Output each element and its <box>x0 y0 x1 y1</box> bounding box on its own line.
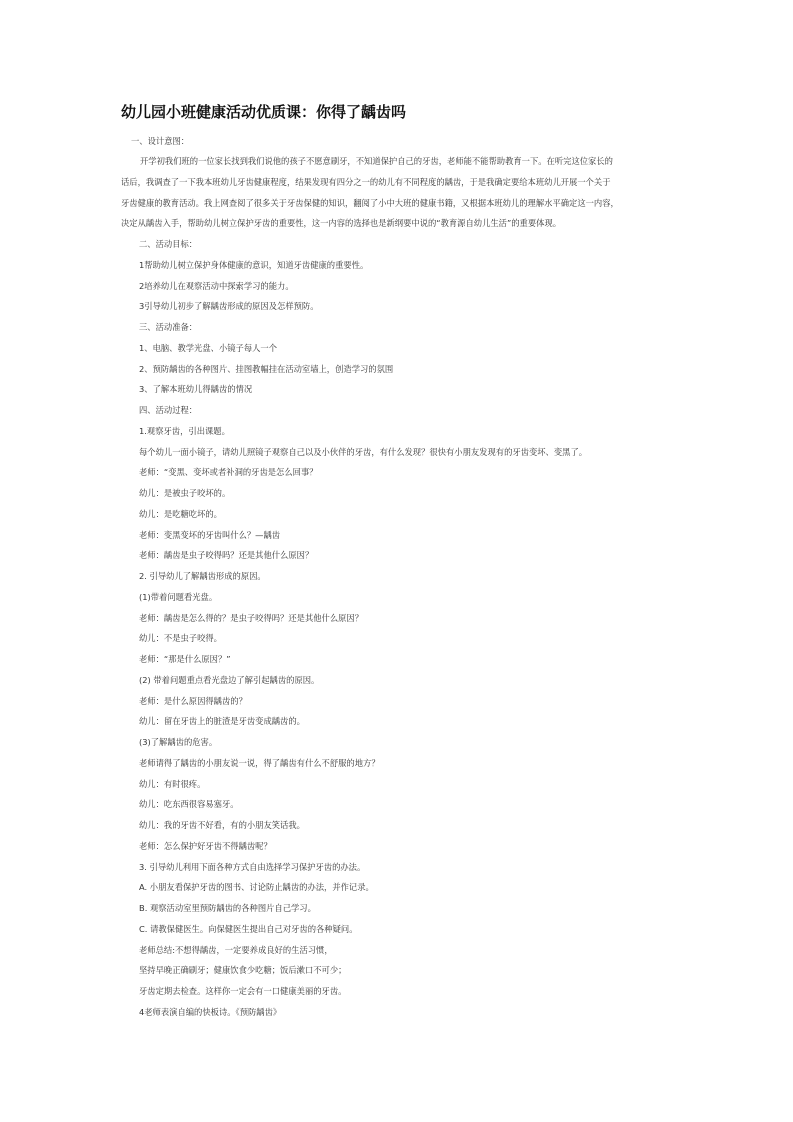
body-line: B. 观察活动室里预防龋齿的各种图片自己学习。 <box>139 903 316 913</box>
intro-line: 决定从龋齿入手，帮助幼儿树立保护牙齿的重要性，这一内容的选择也是新纲要中说的“教育源自幼儿生活”的重要体现。 <box>121 218 562 228</box>
body-line: (3)了解龋齿的危害。 <box>139 737 218 747</box>
body-line: (2) 带着问题重点看光盘边了解引起龋齿的原因。 <box>139 674 320 685</box>
body-line: 老师：龋齿是怎么得的？是虫子咬得吗？还是其他什么原因？ <box>139 612 364 623</box>
intro-line: 话后，我调查了一下我本班幼儿牙齿健康程度，结果发现有四分之一的幼儿有不同程度的龋齿，于是我确定要给本班幼儿开展一个关于 <box>121 177 611 187</box>
intro-line: 牙齿健康的教育活动。我上网查阅了很多关于牙齿保健的知识，翻阅了小中大班的健康书籍，又根据本班幼儿的理解水平确定这一内容， <box>121 198 619 208</box>
body-line: 二、活动目标： <box>139 239 198 249</box>
body-line: 幼儿：有时很疼。 <box>139 778 206 789</box>
body-line: A. 小朋友看保护牙齿的图书、讨论防止龋齿的办法，并作记录。 <box>139 882 374 893</box>
body-line: 幼儿：留在牙齿上的脏渣是牙齿变成龋齿的。 <box>139 716 305 727</box>
body-line: 2、预防龋齿的各种图片、挂图教幅挂在活动室墙上，创造学习的氛围 <box>139 363 394 374</box>
body-line: 每个幼儿一面小镜子，请幼儿照镜子观察自己以及小伙伴的牙齿，有什么发现？很快有小朋友发现有的牙齿变坏、变黑了。 <box>139 446 588 457</box>
body-line: 1、电脑、教学光盘、小镜子每人一个 <box>139 342 278 353</box>
body-line: 幼儿：不是虫子咬得。 <box>139 633 222 644</box>
body-line: 老师：怎么保护好牙齿不得龋齿呢？ <box>139 840 272 851</box>
section-heading-design-intent: 一、设计意图： <box>131 136 190 146</box>
body-line: 老师：变黑变坏的牙齿叫什么？—龋齿 <box>139 529 281 540</box>
document-title: 幼儿园小班健康活动优质课：你得了龋齿吗 <box>121 103 407 121</box>
body-line: 幼儿：是被虫子咬坏的。 <box>139 488 231 498</box>
body-line: 幼儿：是吃糖吃坏的。 <box>139 508 222 519</box>
body-line: 老师请得了龋齿的小朋友说一说，得了龋齿有什么不舒服的地方？ <box>139 757 380 768</box>
body-line: 老师：“变黑、变坏或者补洞的牙齿是怎么回事？ <box>139 467 318 478</box>
body-line: 牙齿定期去检查。这样你一定会有一口健康美丽的牙齿。 <box>139 986 347 996</box>
body-line: 1.观察牙齿，引出课题。 <box>139 425 230 436</box>
body-line: 三、活动准备： <box>139 322 198 332</box>
body-line: C. 请教保健医生。向保健医生提出自己对牙齿的各种疑问。 <box>139 923 358 934</box>
body-line: 1帮助幼儿树立保护身体健康的意识，知道牙齿健康的重要性。 <box>139 259 369 270</box>
body-line: 4老师表演自编的快板诗。《预防龋齿》 <box>139 1006 282 1017</box>
body-line: 2培养幼儿在观察活动中探索学习的能力。 <box>139 280 294 291</box>
body-line: 3、了解本班幼儿得龋齿的情况 <box>139 384 253 395</box>
body-line: 幼儿：吃东西很容易塞牙。 <box>139 799 239 810</box>
body-line: 老师：是什么原因得龋齿的？ <box>139 695 247 706</box>
body-line: 坚持早晚正确刷牙；健康饮食少吃糖；饭后漱口不可少； <box>139 965 347 976</box>
body-line: 3引导幼儿初步了解龋齿形成的原因及怎样预防。 <box>139 301 319 312</box>
body-line: 幼儿：我的牙齿不好看，有的小朋友笑话我。 <box>139 820 305 830</box>
body-line: 老师总结:不想得龋齿，一定要养成良好的生活习惯， <box>139 944 333 955</box>
body-line: 老师：“那是什么原因？” <box>139 654 231 664</box>
body-line: 3. 引导幼儿利用下面各种方式自由选择学习保护牙齿的办法。 <box>139 861 366 872</box>
body-line: (1)带着问题看光盘。 <box>139 591 218 602</box>
body-line: 四、活动过程： <box>139 405 198 415</box>
intro-line: 开学初我们班的一位家长找到我们说他的孩子不愿意刷牙，不知道保护自己的牙齿，老师能不能帮助教育一下。在听完这位家长的 <box>140 156 613 166</box>
body-line: 2. 引导幼儿了解龋齿形成的原因。 <box>139 571 266 581</box>
body-line: 老师：龋齿是虫子咬得吗？还是其他什么原因？ <box>139 550 314 561</box>
